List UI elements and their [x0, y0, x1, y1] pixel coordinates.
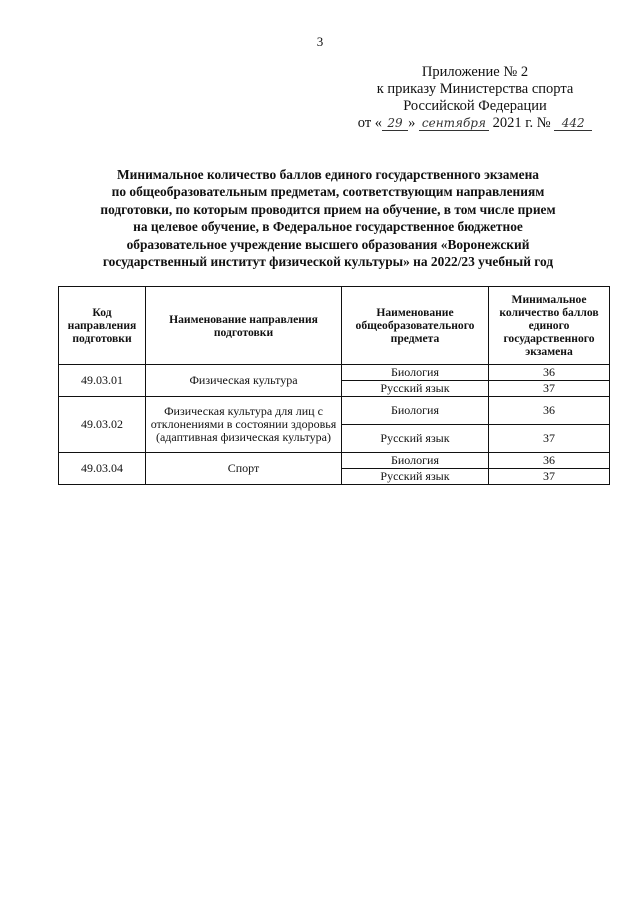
date-prefix: от « [357, 115, 383, 131]
table-row [59, 397, 610, 425]
subject-cell: Русский язык [342, 381, 489, 397]
appendix-order-line: к приказу Министерства спорта [376, 81, 574, 97]
direction-name: Физическая культура для лиц с отклонениями в состоянии здоровья (адаптивная физическая культура) [146, 397, 342, 453]
date-month-handwritten: сентября [419, 117, 489, 131]
date-day-handwritten: 29 [382, 117, 408, 131]
header-subject: Наименование общеобразовательного предмета [342, 287, 489, 365]
score-cell: 37 [489, 381, 610, 397]
date-mid: » [408, 115, 416, 131]
scores-table [58, 286, 610, 485]
header-score: Минимальное количество баллов единого государственного экзамена [489, 287, 610, 365]
page-number: 3 [316, 34, 324, 49]
title-line: образовательное учреждение высшего образования «Воронежский [126, 236, 530, 252]
direction-code: 49.03.04 [59, 453, 146, 485]
subject-cell: Биология [342, 365, 489, 381]
score-cell: 37 [489, 425, 610, 453]
date-year: 2021 г. № [492, 115, 551, 131]
table-row [59, 365, 610, 381]
appendix-title: Приложение № 2 [421, 64, 529, 80]
header-code: Код направления подготовки [59, 287, 146, 365]
order-number-handwritten: 442 [554, 117, 592, 131]
table-row [59, 453, 610, 469]
title-line: государственный институт физической культуры» на 2022/23 учебный год [102, 254, 554, 270]
score-cell: 37 [489, 469, 610, 485]
appendix-date-line [340, 115, 610, 132]
appendix-country-line: Российской Федерации [403, 98, 547, 114]
subject-cell: Русский язык [342, 469, 489, 485]
score-cell: 36 [489, 397, 610, 425]
title-line: подготовки, по которым проводится прием на обучение, в том числе прием [100, 201, 556, 217]
appendix-block [340, 64, 610, 132]
score-cell: 36 [489, 365, 610, 381]
header-name: Наименование направления подготовки [146, 287, 342, 365]
direction-name: Спорт [146, 453, 342, 485]
score-cell: 36 [489, 453, 610, 469]
table-header-row [59, 287, 610, 365]
subject-cell: Биология [342, 453, 489, 469]
subject-cell: Биология [342, 397, 489, 425]
document-title [60, 166, 596, 270]
direction-name: Физическая культура [146, 365, 342, 397]
title-line: по общеобразовательным предметам, соответствующим направлениям [111, 184, 545, 200]
title-line: на целевое обучение, в Федеральное государственное бюджетное [133, 219, 523, 235]
direction-code: 49.03.01 [59, 365, 146, 397]
direction-code: 49.03.02 [59, 397, 146, 453]
title-line: Минимальное количество баллов единого государственного экзамена [117, 167, 539, 182]
subject-cell: Русский язык [342, 425, 489, 453]
